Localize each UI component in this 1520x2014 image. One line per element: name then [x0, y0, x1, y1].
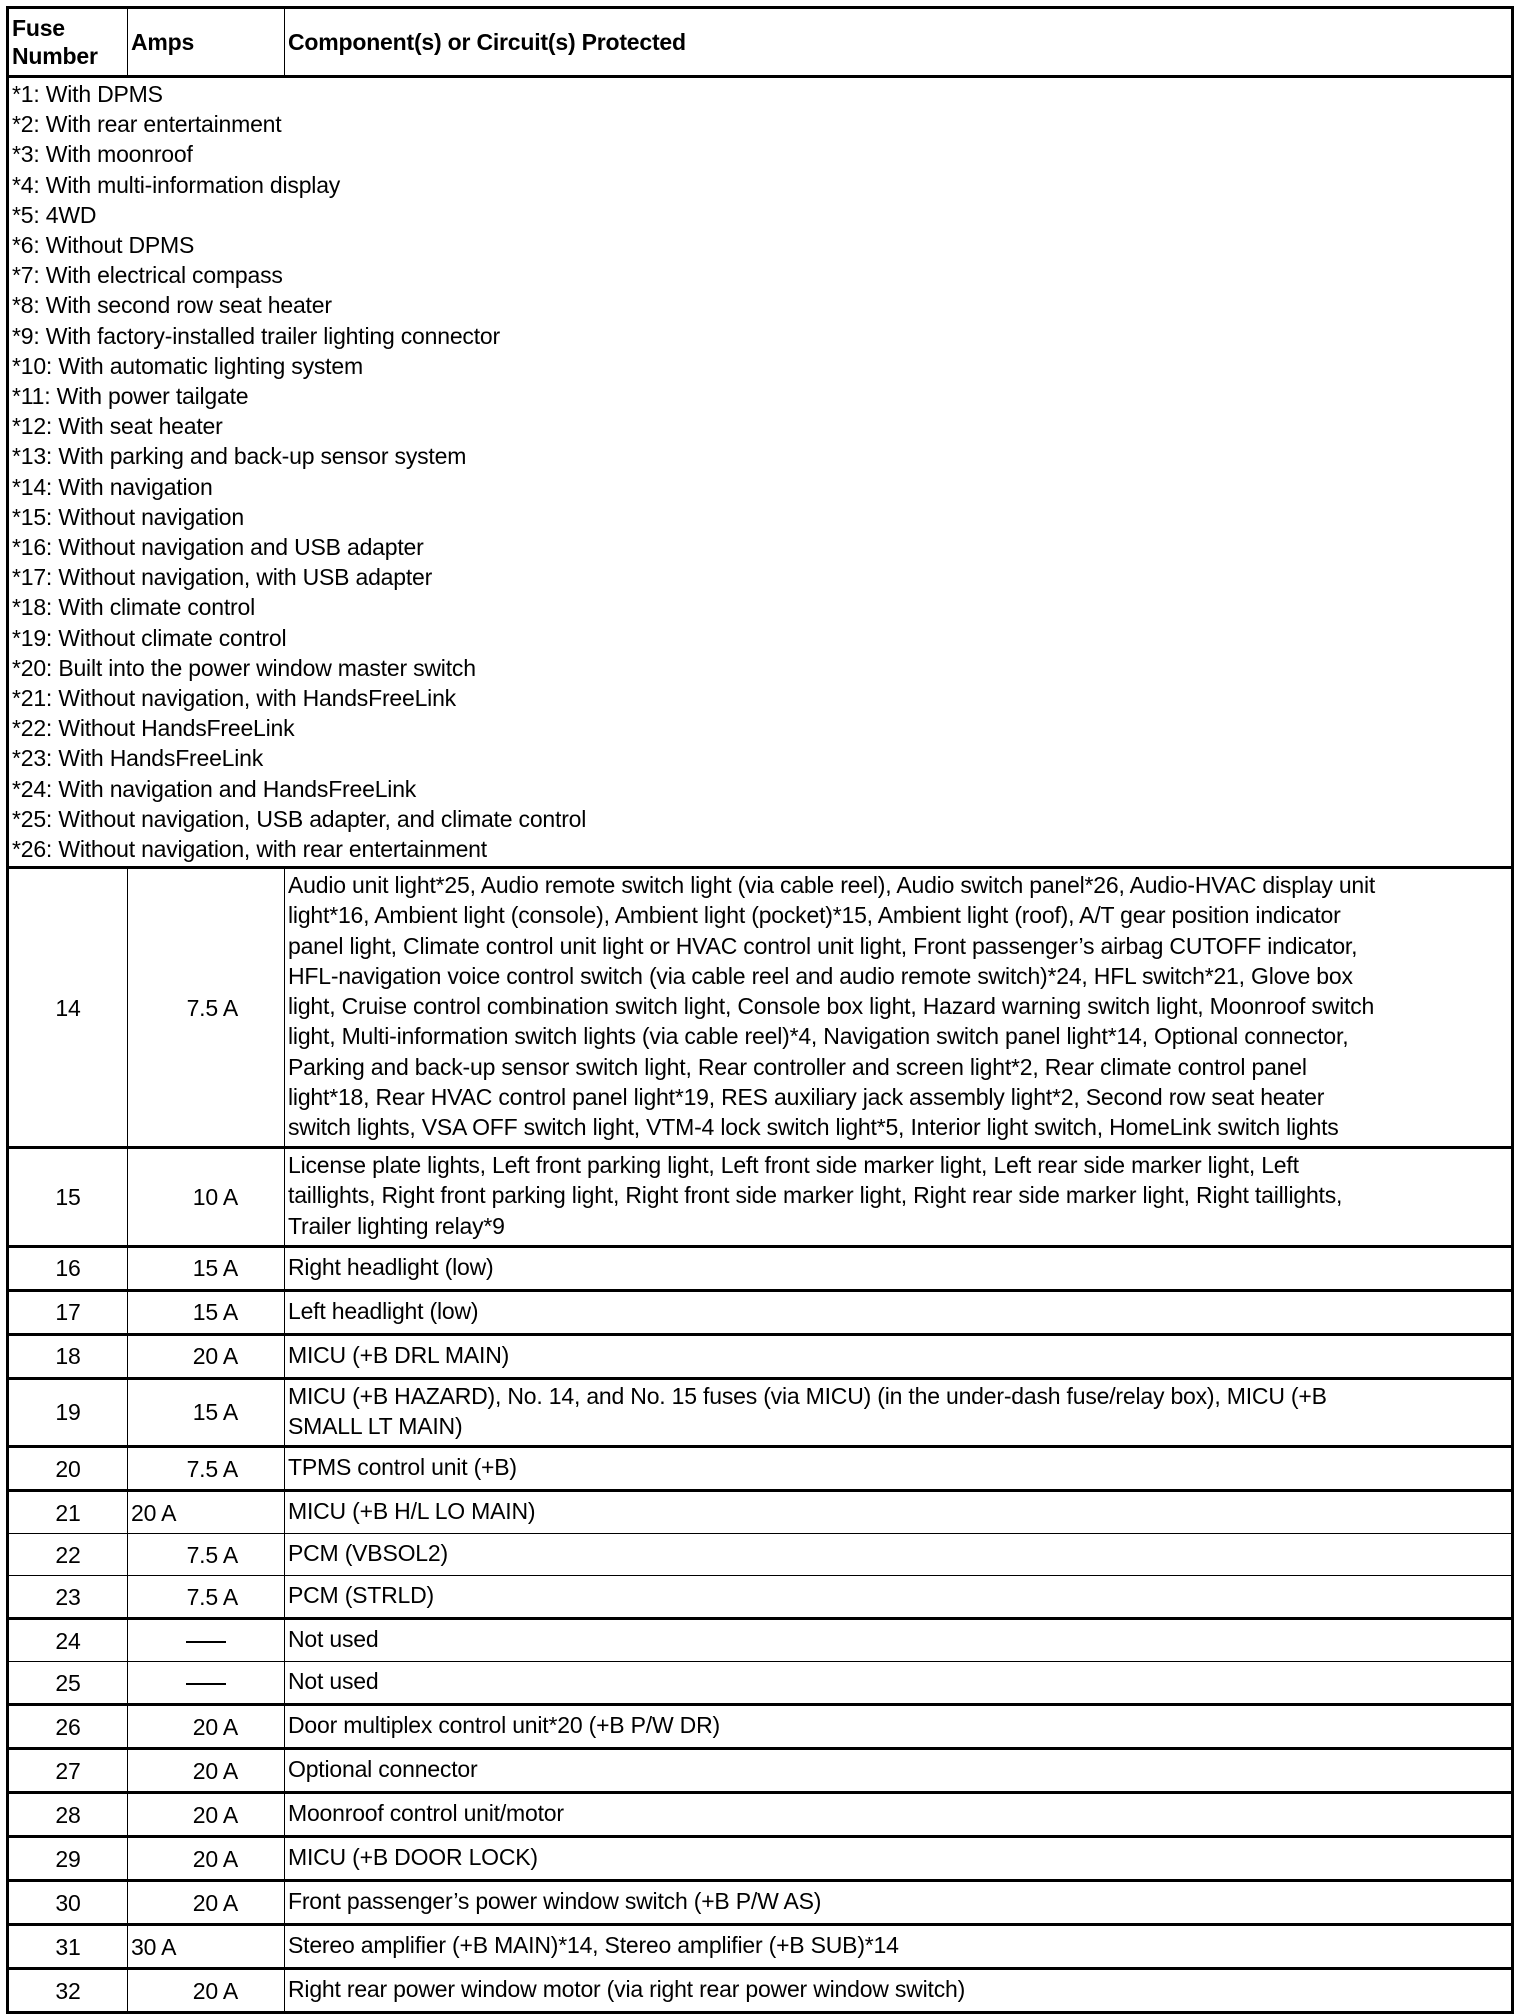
header-row: [8, 8, 1513, 77]
fuse-components: [285, 1491, 1513, 1534]
fuse-amps: 20 A: [128, 1491, 285, 1534]
component-line: light*16, Ambient light (console), Ambient light (pocket)*15, Ambient light (roof), A/T gear position indicator: [288, 902, 1341, 929]
fuse-number: 14: [8, 868, 128, 1148]
component-line: Trailer lighting relay*9: [288, 1212, 505, 1239]
footnote: *25: Without navigation, USB adapter, and climate control: [12, 805, 587, 832]
fuse-number: 31: [8, 1925, 128, 1969]
fuse-number: 18: [8, 1334, 128, 1378]
footnote: *20: Built into the power window master switch: [12, 654, 476, 681]
fuse-components: [285, 1148, 1513, 1247]
component-line: HFL-navigation voice control switch (via cable reel and audio remote switch)*24, HFL switch*21, Glove box: [288, 962, 1353, 989]
component-line: panel light, Climate control unit light or HVAC control unit light, Front passenger’s airbag CUTOFF indicator,: [288, 932, 1358, 959]
fuse-components: [285, 1881, 1513, 1925]
fuse-components: [285, 1925, 1513, 1969]
component-line: Door multiplex control unit*20 (+B P/W DR): [288, 1712, 720, 1739]
fuse-components: [285, 1334, 1513, 1378]
fuse-components: [285, 1576, 1513, 1619]
component-line: TPMS control unit (+B): [288, 1454, 517, 1481]
fuse-amps: 30 A: [128, 1925, 285, 1969]
fuse-components: [285, 1837, 1513, 1881]
fuse-amps: 20 A: [128, 1749, 285, 1793]
fuse-amps: [128, 1619, 285, 1662]
footnote: *7: With electrical compass: [12, 262, 283, 289]
component-line: PCM (VBSOL2): [288, 1540, 448, 1567]
footnote: *5: 4WD: [12, 201, 97, 228]
fuse-amps: 20 A: [128, 1705, 285, 1749]
table-row: [8, 1491, 1513, 1534]
fuse-number: 29: [8, 1837, 128, 1881]
fuse-amps: 20 A: [128, 1881, 285, 1925]
footnote: *17: Without navigation, with USB adapter: [12, 564, 433, 591]
fuse-components: [285, 1619, 1513, 1662]
footnote: *13: With parking and back-up sensor system: [12, 443, 467, 470]
fuse-number: 30: [8, 1881, 128, 1925]
fuse-components: [285, 1749, 1513, 1793]
table-row: [8, 868, 1513, 1148]
footnote: *23: With HandsFreeLink: [12, 745, 264, 772]
footnotes-row: [8, 77, 1513, 868]
footnote: *26: Without navigation, with rear entertainment: [12, 836, 487, 863]
component-line: taillights, Right front parking light, Right front side marker light, Right rear side marker light, Right taillights,: [288, 1182, 1343, 1209]
fuse-components: [285, 1534, 1513, 1576]
component-line: Optional connector: [288, 1756, 478, 1783]
table-row: [8, 1837, 1513, 1881]
fuse-amps: 15 A: [128, 1378, 285, 1446]
component-line: Parking and back-up sensor switch light, Rear controller and screen light*2, Rear climate control panel: [288, 1053, 1307, 1080]
fuse-components: [285, 1705, 1513, 1749]
fuse-components: [285, 1969, 1513, 2013]
header-amps: Amps: [128, 8, 285, 77]
header-fuse-number: Fuse Number: [8, 8, 128, 77]
fuse-amps: 10 A: [128, 1148, 285, 1247]
table-row: [8, 1334, 1513, 1378]
fuse-components: [285, 868, 1513, 1148]
component-line: Stereo amplifier (+B MAIN)*14, Stereo amplifier (+B SUB)*14: [288, 1932, 899, 1959]
component-line: MICU (+B DRL MAIN): [288, 1341, 510, 1368]
header-components: Component(s) or Circuit(s) Protected: [285, 8, 1513, 77]
fuse-components: [285, 1793, 1513, 1837]
fuse-number: 22: [8, 1534, 128, 1576]
footnote: *4: With multi-information display: [12, 171, 341, 198]
component-line: Right rear power window motor (via right rear power window switch): [288, 1976, 966, 2003]
fuse-number: 26: [8, 1705, 128, 1749]
component-line: Moonroof control unit/motor: [288, 1800, 564, 1827]
component-line: Not used: [288, 1626, 379, 1653]
component-line: light*18, Rear HVAC control panel light*19, RES auxiliary jack assembly light*2, Second row seat heater: [288, 1083, 1325, 1110]
fuse-number: 20: [8, 1447, 128, 1491]
component-line: MICU (+B H/L LO MAIN): [288, 1498, 536, 1525]
footnote: *19: Without climate control: [12, 624, 287, 651]
table-row: [8, 1447, 1513, 1491]
fuse-components: [285, 1290, 1513, 1334]
component-line: PCM (STRLD): [288, 1582, 435, 1609]
footnote: *16: Without navigation and USB adapter: [12, 534, 424, 561]
component-line: light, Multi-information switch lights (via cable reel)*4, Navigation switch panel light*14, Optional connector,: [288, 1023, 1349, 1050]
footnote: *15: Without navigation: [12, 503, 244, 530]
fuse-amps: 7.5 A: [128, 868, 285, 1148]
component-line: Front passenger’s power window switch (+B P/W AS): [288, 1888, 822, 1915]
fuse-number: 23: [8, 1576, 128, 1619]
component-line: MICU (+B DOOR LOCK): [288, 1844, 538, 1871]
fuse-number: 21: [8, 1491, 128, 1534]
table-row: [8, 1662, 1513, 1705]
fuse-number: 19: [8, 1378, 128, 1446]
fuse-amps: 15 A: [128, 1246, 285, 1290]
fuse-amps: 7.5 A: [128, 1447, 285, 1491]
component-line: Left headlight (low): [288, 1297, 479, 1324]
table-row: [8, 1148, 1513, 1247]
footnote: *21: Without navigation, with HandsFreeLink: [12, 685, 456, 712]
table-row: [8, 1925, 1513, 1969]
dash-mark: [186, 1641, 226, 1643]
footnotes: [8, 77, 1513, 868]
component-line: Audio unit light*25, Audio remote switch light (via cable reel), Audio switch panel*26, Audio-HVAC display unit: [288, 872, 1376, 899]
table-row: [8, 1290, 1513, 1334]
footnote: *8: With second row seat heater: [12, 292, 332, 319]
fuse-number: 17: [8, 1290, 128, 1334]
fuse-components: [285, 1447, 1513, 1491]
table-row: [8, 1534, 1513, 1576]
fuse-number: 24: [8, 1619, 128, 1662]
footnote: *3: With moonroof: [12, 141, 193, 168]
component-line: switch lights, VSA OFF switch light, VTM-4 lock switch light*5, Interior light switch, HomeLink switch lights: [288, 1113, 1339, 1140]
fuse-amps: 7.5 A: [128, 1534, 285, 1576]
fuse-amps: [128, 1662, 285, 1705]
fuse-components: [285, 1246, 1513, 1290]
fuse-amps: 15 A: [128, 1290, 285, 1334]
footnote: *22: Without HandsFreeLink: [12, 715, 295, 742]
fuse-amps: 20 A: [128, 1334, 285, 1378]
component-line: Not used: [288, 1668, 379, 1695]
component-line: light, Cruise control combination switch light, Console box light, Hazard warning switch light, Moonroof switch: [288, 993, 1375, 1020]
footnote: *24: With navigation and HandsFreeLink: [12, 775, 417, 802]
footnote: *18: With climate control: [12, 594, 255, 621]
fuse-components: [285, 1378, 1513, 1446]
fuse-amps: 20 A: [128, 1969, 285, 2013]
fuse-number: 27: [8, 1749, 128, 1793]
fuse-amps: 20 A: [128, 1793, 285, 1837]
footnote: *9: With factory-installed trailer lighting connector: [12, 322, 500, 349]
component-line: Right headlight (low): [288, 1253, 494, 1280]
fuse-components: [285, 1662, 1513, 1705]
table-row: [8, 1576, 1513, 1619]
table-row: [8, 1881, 1513, 1925]
fuse-number: 15: [8, 1148, 128, 1247]
table-row: [8, 1619, 1513, 1662]
fuse-number: 32: [8, 1969, 128, 2013]
fuse-number: 16: [8, 1246, 128, 1290]
table-row: [8, 1969, 1513, 2013]
dash-mark: [186, 1683, 226, 1685]
footnote: *1: With DPMS: [12, 81, 163, 107]
fuse-amps: 7.5 A: [128, 1576, 285, 1619]
table-row: [8, 1793, 1513, 1837]
footnote: *12: With seat heater: [12, 413, 223, 440]
footnote: *10: With automatic lighting system: [12, 352, 363, 379]
table-row: [8, 1378, 1513, 1446]
footnote: *14: With navigation: [12, 473, 213, 500]
footnote: *2: With rear entertainment: [12, 111, 282, 138]
fuse-amps: 20 A: [128, 1837, 285, 1881]
fuse-number: 25: [8, 1662, 128, 1705]
fuse-number: 28: [8, 1793, 128, 1837]
component-line: MICU (+B HAZARD), No. 14, and No. 15 fuses (via MICU) (in the under-dash fuse/relay box), MICU (+B: [288, 1382, 1327, 1409]
component-line: SMALL LT MAIN): [288, 1412, 463, 1439]
table-row: [8, 1705, 1513, 1749]
component-line: License plate lights, Left front parking light, Left front side marker light, Left rear side marker light, Left: [288, 1152, 1299, 1179]
table-row: [8, 1246, 1513, 1290]
fuse-table: [6, 6, 1514, 2014]
footnote: *6: Without DPMS: [12, 232, 195, 259]
footnote: *11: With power tailgate: [12, 383, 249, 410]
table-row: [8, 1749, 1513, 1793]
